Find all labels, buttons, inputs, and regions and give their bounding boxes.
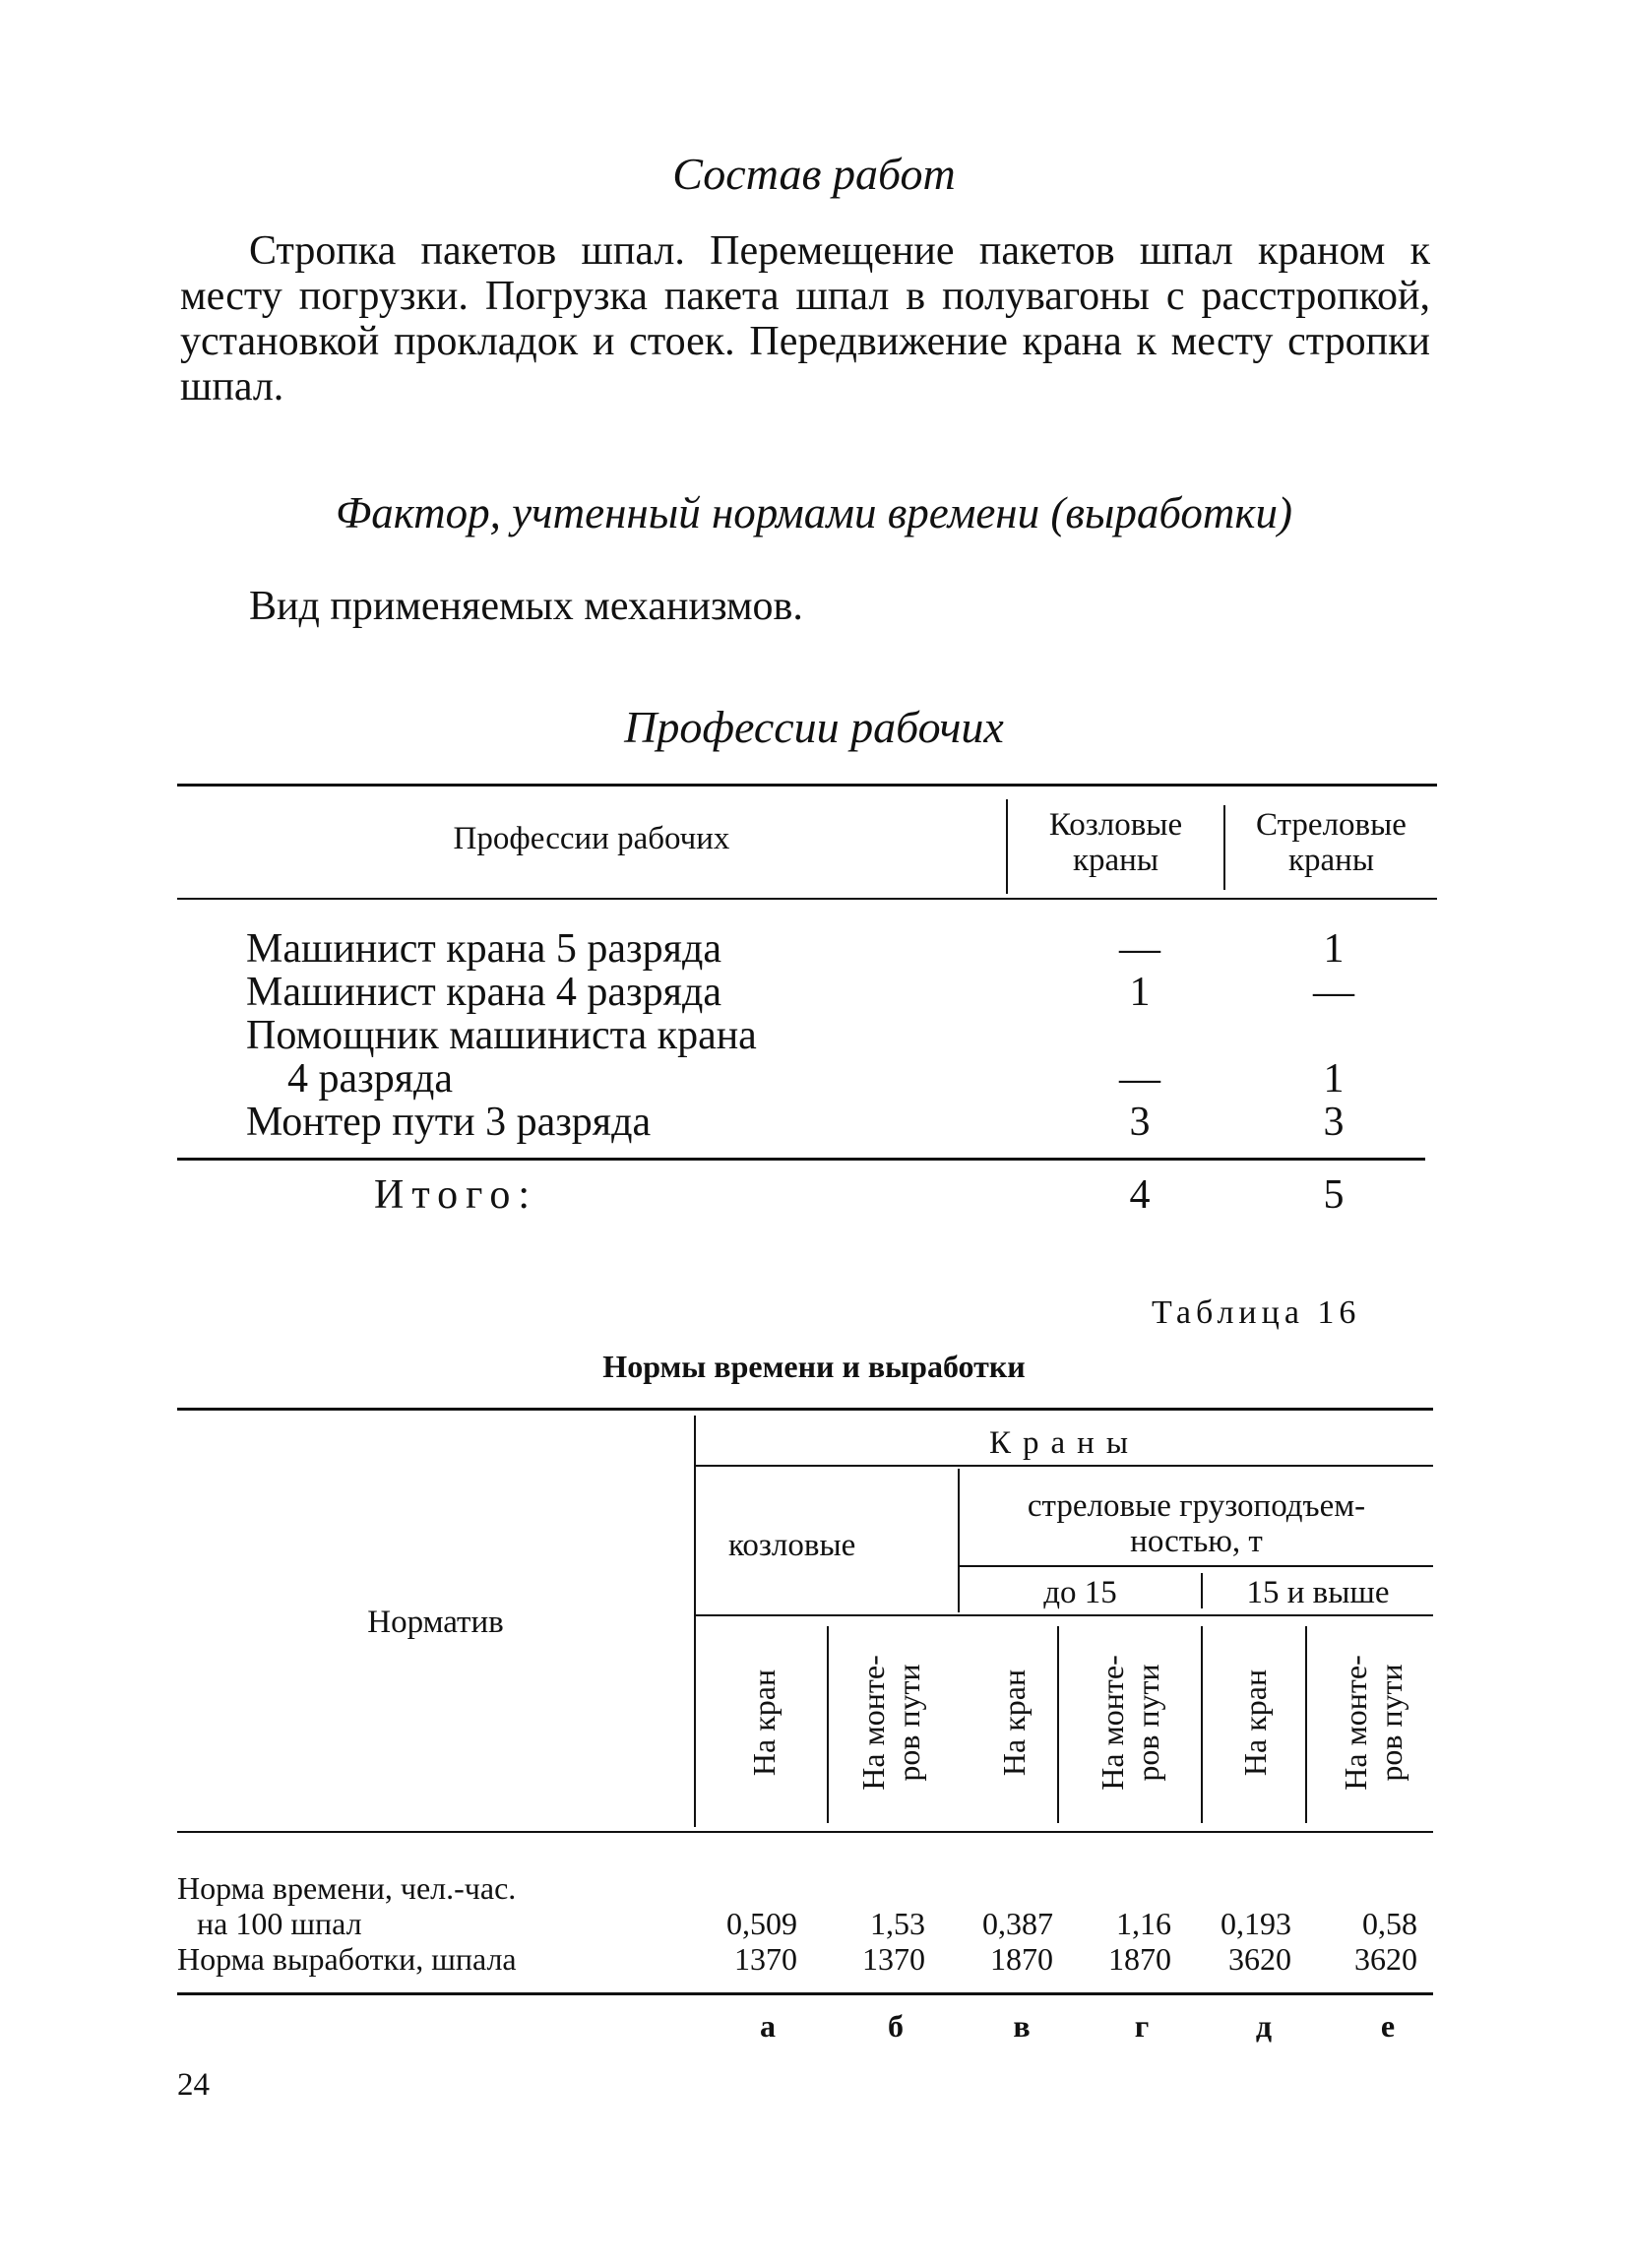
header-gantry: козловые: [728, 1528, 856, 1563]
norms-cell: 1370: [734, 1941, 797, 1977]
table-cell-jib: —: [1313, 970, 1354, 1015]
professions-table-title: Профессии рабочих: [624, 702, 1004, 752]
norms-cell: 1870: [990, 1941, 1053, 1977]
norms-cell: 1,53: [870, 1906, 925, 1941]
table-row-label: Монтер пути 3 разряда: [246, 1100, 652, 1145]
table-number: Таблица 16: [1152, 1294, 1361, 1331]
page-number: 24: [177, 2067, 210, 2103]
header-jib-line2: ностью, т: [1130, 1524, 1263, 1559]
norms-cell: 0,193: [1221, 1906, 1291, 1941]
norms-row-label-line2: на 100 шпал: [197, 1906, 362, 1941]
column-letter: в: [1013, 2008, 1031, 2044]
column-letter: б: [888, 2008, 904, 2044]
header-per-crane: На кран: [1237, 1669, 1273, 1777]
composition-text: [180, 228, 1430, 410]
table-row-label: Машинист крана 5 разряда: [246, 926, 721, 972]
header-per-trackmen-line2: ров пути: [891, 1664, 926, 1782]
header-jib-cranes: [1225, 807, 1437, 878]
header-per-trackmen: [1095, 1655, 1165, 1791]
norms-column-divider: [827, 1626, 829, 1823]
table-cell-gantry: 1: [1129, 970, 1151, 1015]
norms-column-divider: [1305, 1626, 1307, 1823]
header-per-trackmen: [1338, 1655, 1409, 1791]
factor-text: Вид применяемых механизмов.: [249, 584, 803, 629]
composition-paragraph: Стропка пакетов шпал. Перемещение пакетов шпал краном к месту погрузки. Погрузка пакета шпал в полувагоны с расстропкой, установкой прокладок и стоек. Передвижение крана к месту стропки шпал.: [180, 228, 1430, 410]
norms-rule-cranes: [696, 1465, 1433, 1467]
norms-row-label: Норма выработки, шпала: [177, 1941, 517, 1977]
header-per-trackmen: [855, 1655, 926, 1791]
table-cell-gantry: 3: [1129, 1100, 1151, 1145]
header-gantry-cranes: [1008, 807, 1223, 878]
header-per-trackmen-line1: На монте-: [855, 1655, 891, 1791]
norms-cell: 1,16: [1116, 1906, 1171, 1941]
norms-rule-top: [177, 1408, 1433, 1411]
norms-cell: 0,58: [1362, 1906, 1417, 1941]
header-gantry-line1: Козловые: [1048, 807, 1183, 843]
norms-column-divider: [1057, 1626, 1059, 1823]
table-rule-top: [177, 784, 1437, 787]
table-cell-jib: 1: [1323, 926, 1345, 972]
table-rule-total: [177, 1158, 1425, 1161]
norms-cell: 3620: [1228, 1941, 1291, 1977]
composition-heading: Состав работ: [672, 149, 956, 199]
norms-rule-subheader: [696, 1614, 1433, 1616]
header-per-crane: На кран: [996, 1669, 1032, 1777]
norms-column-divider: [694, 1416, 696, 1827]
header-profession: Профессии рабочих: [453, 821, 730, 856]
norms-cell: 1870: [1108, 1941, 1171, 1977]
column-letter: д: [1255, 2008, 1273, 2044]
norms-cell: 0,387: [982, 1906, 1053, 1941]
header-jib-line1: стреловые грузоподъем-: [1027, 1488, 1366, 1524]
header-per-trackmen-line2: ров пути: [1130, 1664, 1165, 1782]
header-per-crane: На кран: [746, 1669, 782, 1777]
header-jib-line2: краны: [1287, 843, 1374, 878]
header-cranes: Краны: [989, 1425, 1140, 1461]
factor-heading: Фактор, учтенный нормами времени (выработки): [336, 488, 1292, 537]
norms-rule-bottom: [177, 1992, 1433, 1995]
norms-rule-capacity: [960, 1565, 1433, 1567]
norms-table-title: Нормы времени и выработки: [602, 1349, 1026, 1384]
total-jib: 5: [1323, 1172, 1345, 1218]
total-label: Итого:: [374, 1172, 537, 1218]
norms-cell: 3620: [1354, 1941, 1417, 1977]
table-cell-jib: 1: [1323, 1056, 1345, 1102]
header-per-trackmen-line1: На монте-: [1338, 1655, 1373, 1791]
column-letter: г: [1134, 2008, 1150, 2044]
column-letter: а: [760, 2008, 776, 2044]
header-per-trackmen-line2: ров пути: [1373, 1664, 1409, 1782]
header-up-to-15: до 15: [1043, 1575, 1117, 1610]
table-row-label: Машинист крана 4 разряда: [246, 970, 721, 1015]
header-gantry-line2: краны: [1072, 843, 1158, 878]
table-row-label-line1: Помощник машиниста крана: [246, 1013, 757, 1058]
table-row-label-line2: 4 разряда: [287, 1056, 454, 1102]
total-gantry: 4: [1129, 1172, 1151, 1218]
header-jib-capacity: [960, 1488, 1433, 1559]
header-jib-line1: Стреловые: [1256, 807, 1407, 843]
header-normative: Норматив: [367, 1605, 504, 1640]
table-cell-jib: 3: [1323, 1100, 1345, 1145]
norms-cell: 1370: [862, 1941, 925, 1977]
header-15-and-over: 15 и выше: [1246, 1575, 1390, 1610]
column-letter: е: [1380, 2008, 1396, 2044]
norms-rule-header-bottom: [177, 1831, 1433, 1833]
norms-column-divider: [1201, 1626, 1203, 1823]
norms-row-label-line1: Норма времени, чел.-час.: [177, 1870, 517, 1906]
table-cell-gantry: —: [1119, 926, 1160, 972]
norms-cell: 0,509: [726, 1906, 797, 1941]
table-cell-gantry: —: [1119, 1056, 1160, 1102]
table-rule-header: [177, 898, 1437, 900]
header-per-trackmen-line1: На монте-: [1095, 1655, 1130, 1791]
